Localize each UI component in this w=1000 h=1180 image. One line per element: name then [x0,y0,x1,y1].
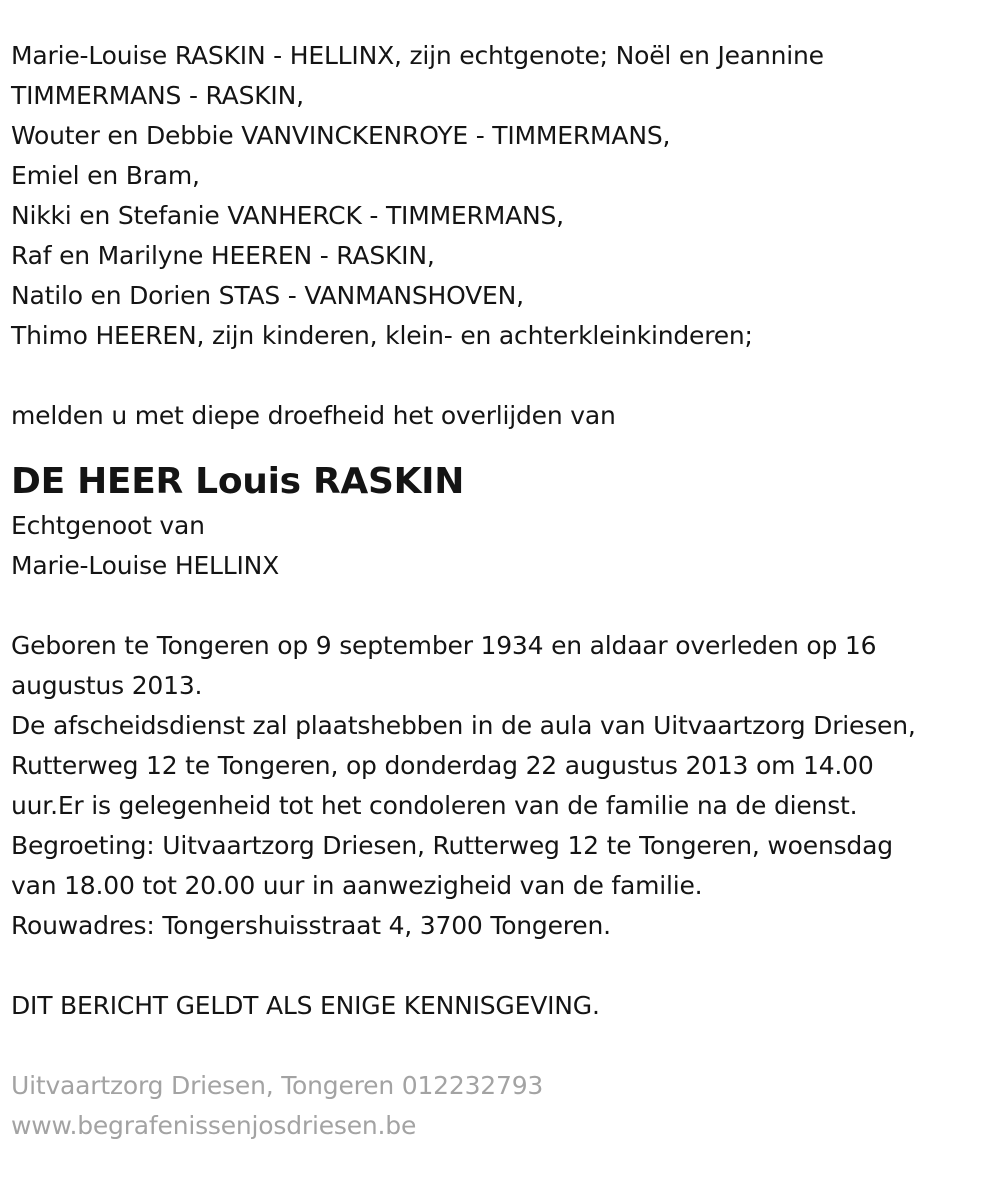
spacer [11,586,991,626]
family-line: Thimo HEEREN, zijn kinderen, klein- en achterkleinkinderen; [11,321,753,350]
spacer [11,436,991,456]
deceased-name: DE HEER Louis RASKIN [11,461,465,502]
announcement-text: melden u met diepe droefheid het overlijden van [11,401,616,430]
spacer [11,356,991,396]
details-line: Rutterweg 12 te Tongeren, op donderdag 22 augustus 2013 om 14.00 [11,751,874,780]
details-line: Geboren te Tongeren op 9 september 1934 en aldaar overleden op 16 [11,631,877,660]
official-notice: DIT BERICHT GELDT ALS ENIGE KENNISGEVING. [11,991,600,1020]
family-list [11,36,991,356]
obituary-notice [11,36,991,1146]
details-line: augustus 2013. [11,671,203,700]
details-line: De afscheidsdienst zal plaatshebben in de aula van Uitvaartzorg Driesen, [11,711,916,740]
details-block [11,626,991,946]
family-line: Raf en Marilyne HEEREN - RASKIN, [11,241,435,270]
details-line: Begroeting: Uitvaartzorg Driesen, Rutterweg 12 te Tongeren, woensdag [11,831,893,860]
family-line: TIMMERMANS - RASKIN, [11,81,304,110]
funeral-home-contact: Uitvaartzorg Driesen, Tongeren 012232793 [11,1071,544,1100]
spouse-label: Echtgenoot van [11,511,205,540]
funeral-home-website: www.begrafenissenjosdriesen.be [11,1111,417,1140]
details-line: uur.Er is gelegenheid tot het condoleren van de familie na de dienst. [11,791,858,820]
family-line: Marie-Louise RASKIN - HELLINX, zijn echtgenote; Noël en Jeannine [11,41,824,70]
spouse-name: Marie-Louise HELLINX [11,551,280,580]
family-line: Wouter en Debbie VANVINCKENROYE - TIMMERMANS, [11,121,671,150]
details-line: van 18.00 tot 20.00 uur in aanwezigheid van de familie. [11,871,703,900]
family-line: Natilo en Dorien STAS - VANMANSHOVEN, [11,281,524,310]
spacer [11,946,991,986]
family-line: Nikki en Stefanie VANHERCK - TIMMERMANS, [11,201,564,230]
spacer [11,1026,991,1066]
family-line: Emiel en Bram, [11,161,200,190]
details-line: Rouwadres: Tongershuisstraat 4, 3700 Tongeren. [11,911,611,940]
